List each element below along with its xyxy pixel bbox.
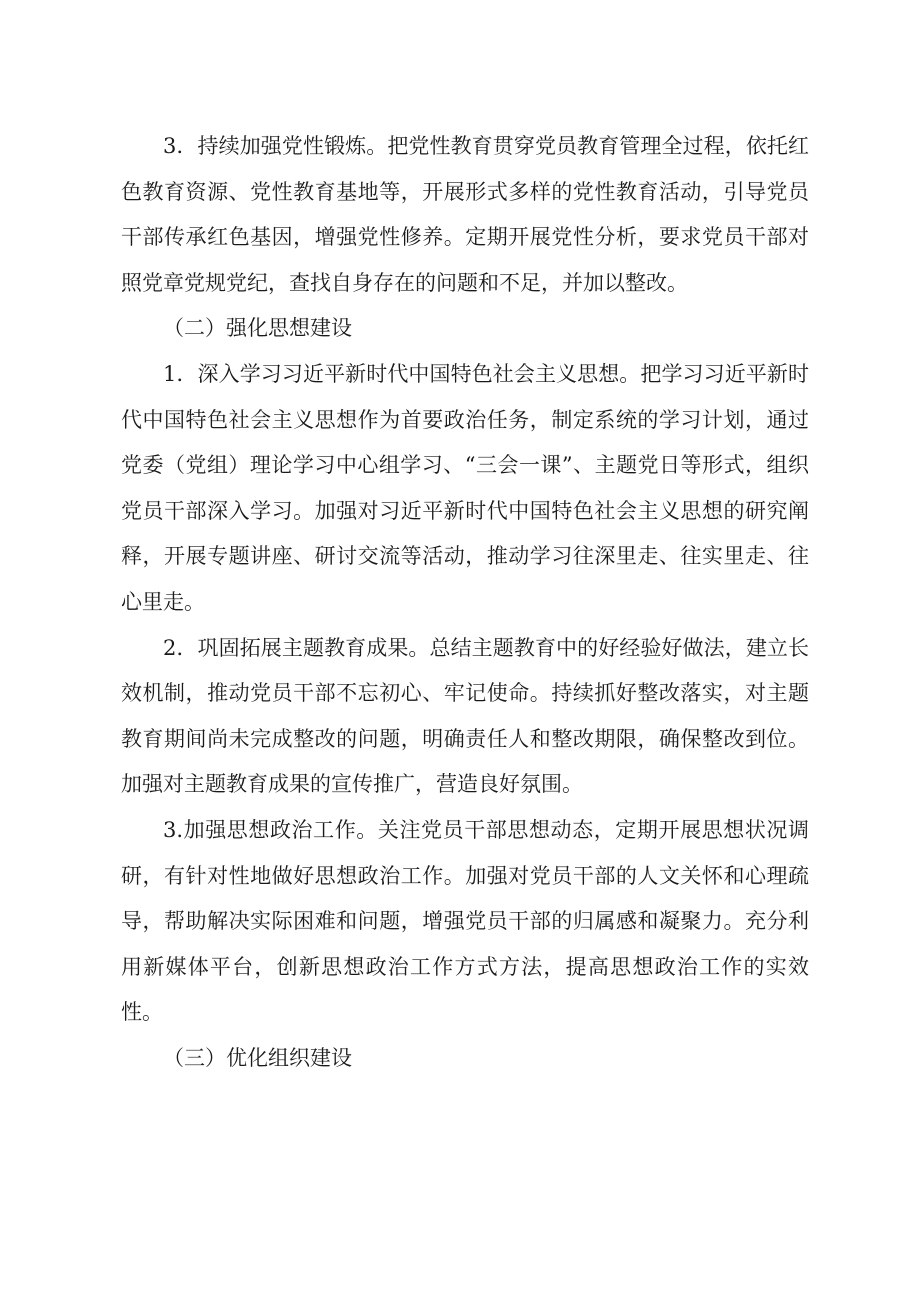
section-heading-organization: （三）优化组织建设	[163, 1045, 352, 1070]
paragraph-political-work: 3.加强思想政治工作。关注党员干部思想动态，定期开展思想状况调研，有针对性地做好思想政治工作。加强对党员干部的人文关怀和心理疏导，帮助解决实际困难和问题，增强党员干部的归属感和凝聚力。充分利用新媒体平台，创新思想政治工作方式方法，提高思想政治工作的实效性。	[121, 817, 809, 1025]
document-body	[121, 124, 809, 1081]
section-heading-ideology: （二）强化思想建设	[163, 316, 352, 341]
paragraph-study-thought: 1．深入学习习近平新时代中国特色社会主义思想。把学习习近平新时代中国特色社会主义思想作为首要政治任务，制定系统的学习计划，通过党委（党组）理论学习中心组学习、“三会一课”、主题党日等形式，组织党员干部深入学习。加强对习近平新时代中国特色社会主义思想的研究阐释，开展专题讲座、研讨交流等活动，推动学习往深里走、往实里走、往心里走。	[121, 361, 809, 614]
paragraph-party-spirit-training: 3．持续加强党性锻炼。把党性教育贯穿党员教育管理全过程，依托红色教育资源、党性教育基地等，开展形式多样的党性教育活动，引导党员干部传承红色基因，增强党性修养。定期开展党性分析，要求党员干部对照党章党规党纪，查找自身存在的问题和不足，并加以整改。	[121, 134, 809, 295]
paragraph-consolidate-education: 2．巩固拓展主题教育成果。总结主题教育中的好经验好做法，建立长效机制，推动党员干部不忘初心、牢记使命。持续抓好整改落实，对主题教育期间尚未完成整改的问题，明确责任人和整改期限，确保整改到位。加强对主题教育成果的宣传推广，营造良好氛围。	[121, 635, 809, 797]
